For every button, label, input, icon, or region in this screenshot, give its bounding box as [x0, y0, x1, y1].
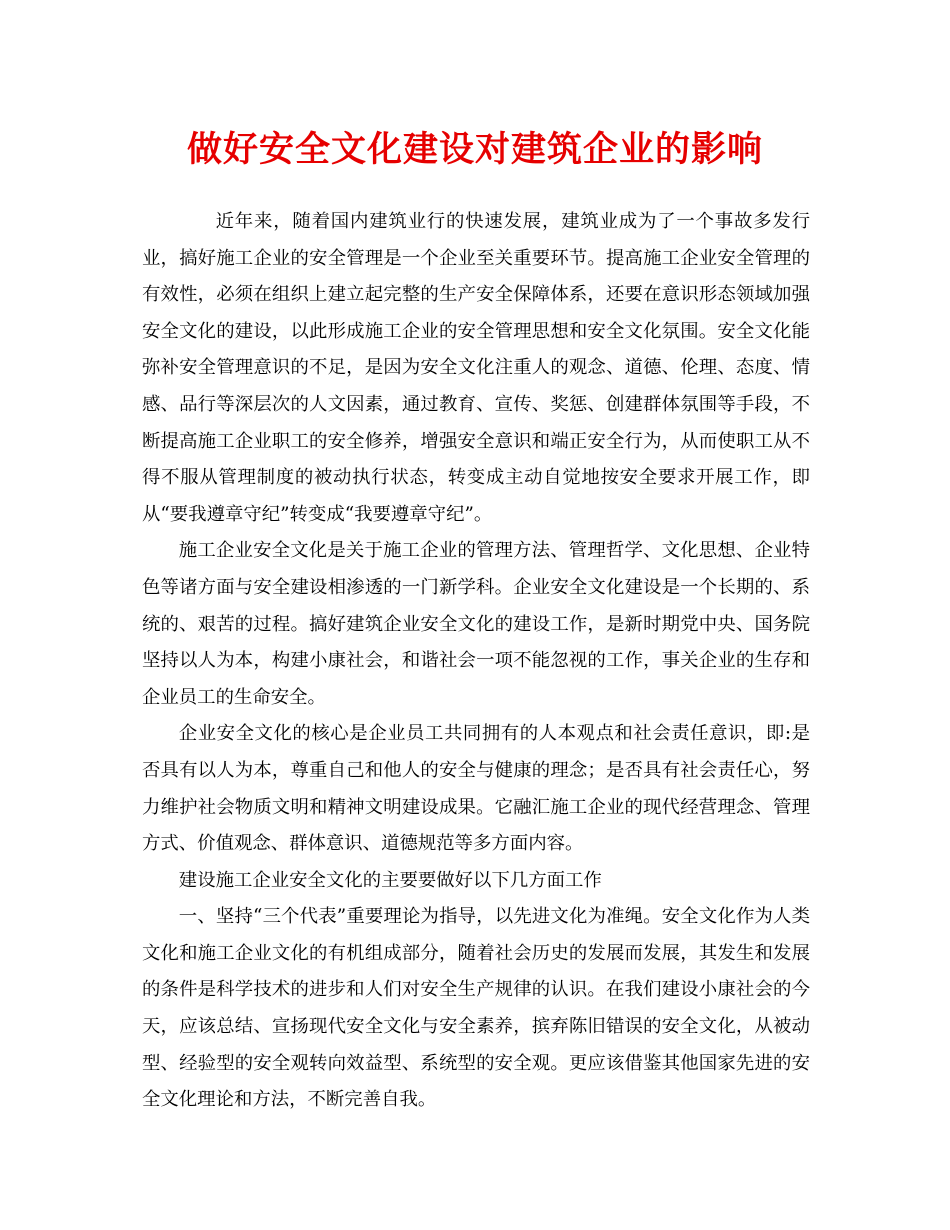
document-body [142, 204, 810, 1119]
paragraph-core: 企业安全文化的核心是企业员工共同拥有的人本观点和社会责任意识，即:是否具有以人为本，尊重自己和他人的安全与健康的理念；是否具有社会责任心，努力维护社会物质文明和精神文明建设成果。它融汇施工企业的现代经营理念、管理方式、价值观念、群体意识、道德规范等多方面内容。 [142, 723, 810, 855]
paragraph-tasks-heading: 建设施工企业安全文化的主要要做好以下几方面工作 [178, 869, 602, 891]
paragraph-definition: 施工企业安全文化是关于施工企业的管理方法、管理哲学、文化思想、企业特色等诸方面与安全建设相渗透的一门新学科。企业安全文化建设是一个长期的、系统的、艰苦的过程。搞好建筑企业安全文化的建设工作，是新时期党中央、国务院坚持以人为本，构建小康社会，和谐社会一项不能忽视的工作，事关企业的生存和企业员工的生命安全。 [142, 540, 810, 708]
paragraph-point-one: 一、坚持“三个代表”重要理论为指导，以先进文化为准绳。安全文化作为人类文化和施工企业文化的有机组成部分，随着社会历史的发展而发展，其发生和发展的条件是科学技术的进步和人们对安全生产规律的认识。在我们建设小康社会的今天，应该总结、宣扬现代安全文化与安全素养，摈弃陈旧错误的安全文化，从被动型、经验型的安全观转向效益型、系统型的安全观。更应该借鉴其他国家先进的安全文化理论和方法，不断完善自我。 [142, 906, 810, 1111]
document-title: 做好安全文化建设对建筑企业的影响 [186, 129, 763, 170]
paragraph-intro: 近年来，随着国内建筑业行的快速发展，建筑业成为了一个事故多发行业，搞好施工企业的安全管理是一个企业至关重要环节。提高施工企业安全管理的有效性，必须在组织上建立起完整的生产安全保障体系，还要在意识形态领域加强安全文化的建设，以此形成施工企业的安全管理思想和安全文化氛围。安全文化能弥补安全管理意识的不足，是因为安全文化注重人的观念、道德、伦理、态度、情感、品行等深层次的人文因素，通过教育、宣传、奖惩、创建群体氛围等手段，不断提高施工企业职工的安全修养，增强安全意识和端正安全行为，从而使职工从不得不服从管理制度的被动执行状态，转变成主动自觉地按安全要求开展工作，即从“要我遵章守纪”转变成“我要遵章守纪”。 [142, 211, 810, 525]
